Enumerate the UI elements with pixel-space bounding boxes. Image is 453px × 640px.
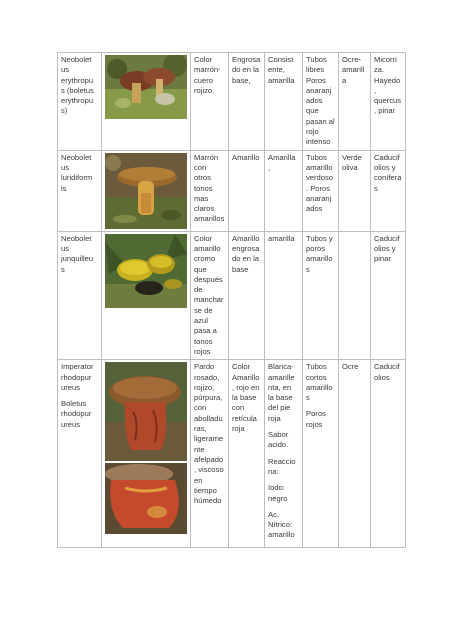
photo-cell (102, 360, 191, 548)
stipe-cell: Color Amarillo , rojo en la base con retícula roja (229, 360, 265, 548)
table-row (58, 231, 406, 360)
flesh-cell: Blanca-amarille nta, en la base del pie roja Sabor acido. Reaccio na: Iodo: negro Ac. Nítrico: amarillo (265, 360, 303, 548)
table-row (58, 360, 406, 548)
spore-color-cell: Ocre-amarill a (339, 53, 371, 151)
spore-color-cell: Ocre (339, 360, 371, 548)
flesh-cell: amarilla (265, 231, 303, 360)
habitat-cell: Caducif olios y conífera s (371, 150, 406, 231)
flesh-cell: Consist ente, amarilla (265, 53, 303, 151)
cap-color-cell: Color amarillo cromo que después de manchar se de azul pasa a tonos rojos (191, 231, 229, 360)
species-name-cell: Neobolet us junquilleu s (58, 231, 102, 360)
tubes-pores-cell: Tubos libres Poros anaranj ados que pasan al rojo intenso (303, 53, 339, 151)
table-row (58, 150, 406, 231)
table-row (58, 53, 406, 151)
tubes-pores-cell: Tubos amarillo verdoso . Poros anaranj ados (303, 150, 339, 231)
stipe-cell: Engrosa do en la base, (229, 53, 265, 151)
mushroom-photo-pair (105, 362, 187, 534)
cap-color-cell: Marrón con otros tonos mas claros amarillos (191, 150, 229, 231)
photo-cell (102, 150, 191, 231)
habitat-cell: Caducif olios y pinar (371, 231, 406, 360)
photo-cell (102, 231, 191, 360)
photo-cell (102, 53, 191, 151)
species-name-cell: Imperator rhodopur ureus Boletus rhodopur ureus (58, 360, 102, 548)
habitat-cell: Caducif olios (371, 360, 406, 548)
tubes-pores-cell: Tubos y poros amarillo s (303, 231, 339, 360)
stipe-cell: Amarillo engrosa do en la base (229, 231, 265, 360)
species-name-cell: Neobolet us erythropu s (boletus erythropu s) (58, 53, 102, 151)
stipe-cell: Amarillo (229, 150, 265, 231)
species-name-cell: Neobolet us luridiform is (58, 150, 102, 231)
cap-color-cell: Pardo rosado, rojizo, púrpura, con abolladu ras, ligerame nte afelpado , viscoso en tiempo húmedo (191, 360, 229, 548)
cap-color-cell: Color marrón-cuero rojizo. (191, 53, 229, 151)
flesh-cell: Amarilla , (265, 150, 303, 231)
mushroom-photo (105, 234, 187, 308)
mushroom-photo (105, 55, 187, 119)
spore-color-cell: Verde oliva (339, 150, 371, 231)
mushroom-photo (105, 153, 187, 229)
tubes-pores-cell: Tubos cortos amarillo s Poros rojos (303, 360, 339, 548)
habitat-cell: Micorri za. Hayedo , quercus , pinar (371, 53, 406, 151)
species-table (57, 52, 406, 548)
spore-color-cell (339, 231, 371, 360)
